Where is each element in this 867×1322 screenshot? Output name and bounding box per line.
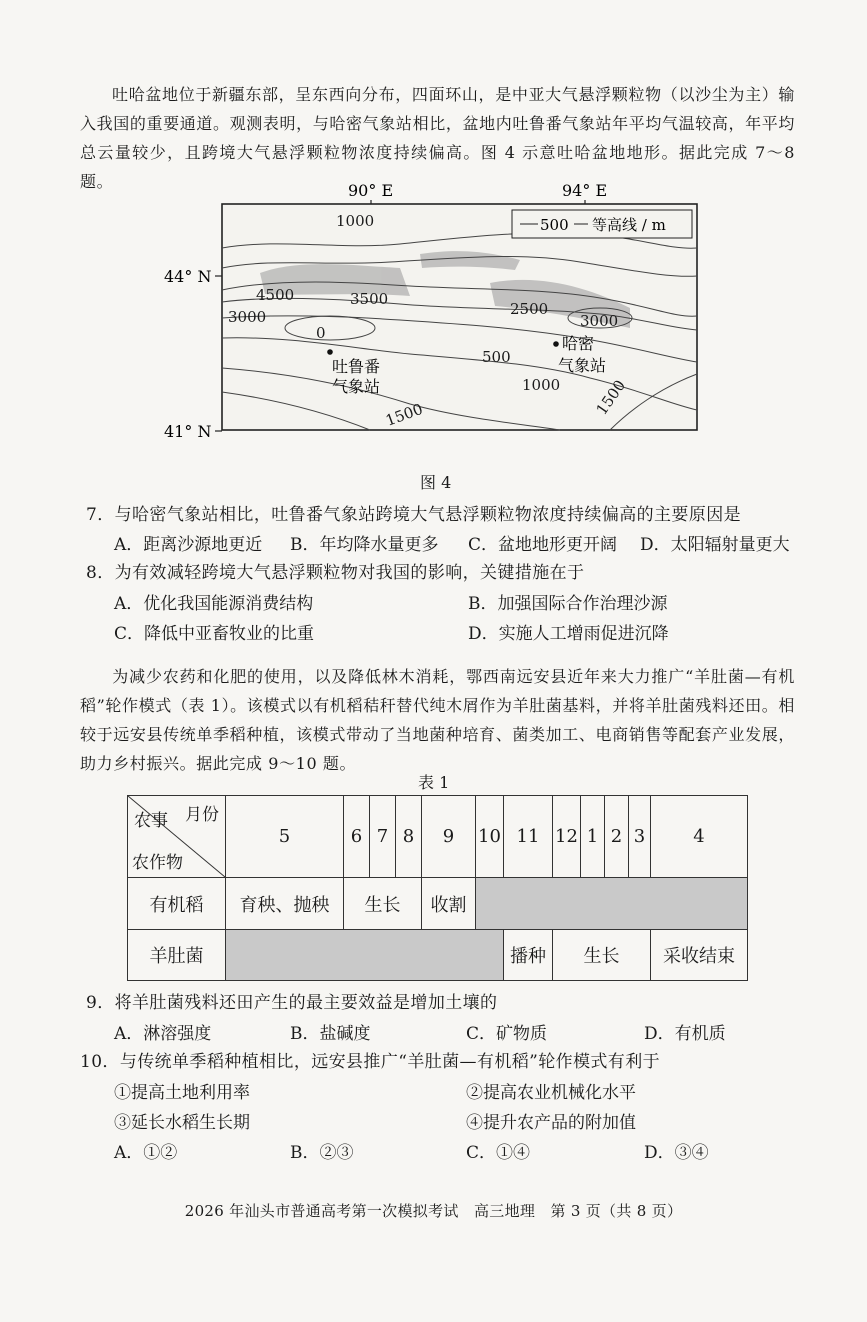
contour-label: 3500 <box>350 290 389 308</box>
table-caption: 表 1 <box>418 773 450 792</box>
contour-label: 3000 <box>228 308 267 326</box>
passage-turpan-hami: 吐哈盆地位于新疆东部，呈东西向分布，四面环山，是中亚大气悬浮颗粒物（以沙尘为主）输入我国的重要通道。观测表明，与哈密气象站相比，盆地内吐鲁番气象站年平均气温较高，年平均总云量较少，且跨境大气悬浮颗粒物浓度持续偏高。图 4 示意吐哈盆地地形。据此完成 7～8 题。 <box>80 85 795 191</box>
contour-label: 1500 <box>592 376 630 419</box>
question-10-option-b: B．②③ <box>290 1143 354 1163</box>
question-7-option-d: D．太阳辐射量更大 <box>640 535 790 555</box>
contour-label: 4500 <box>256 286 295 304</box>
legend-contour-text: 等高线 / m <box>592 216 666 234</box>
legend-contour-value: 500 <box>540 216 569 234</box>
question-10-option-a: A．①② <box>114 1143 178 1163</box>
header-task: 农事 <box>134 811 168 831</box>
month-cell: 11 <box>504 796 553 878</box>
question-10-option-c: C．①④ <box>466 1143 531 1163</box>
contour-label: 3000 <box>580 312 619 330</box>
morel-sow: 播种 <box>504 930 553 981</box>
month-cell: 2 <box>605 796 629 878</box>
rice-fallow-shaded <box>476 878 748 930</box>
month-cell: 4 <box>651 796 748 878</box>
turpan-station-label-1: 吐鲁番 <box>332 357 381 376</box>
question-8-option-c: C．降低中亚畜牧业的比重 <box>114 624 315 644</box>
hami-station-dot <box>553 341 559 347</box>
lon-label-94e: 94° E <box>562 181 608 200</box>
question-10-statement-1: ①提高土地利用率 <box>114 1083 250 1103</box>
morel-grow: 生长 <box>553 930 651 981</box>
question-10-option-d: D．③④ <box>644 1143 709 1163</box>
question-9-stem: 9．将羊肚菌残料还田产生的最主要效益是增加土壤的 <box>86 993 498 1013</box>
month-cell: 5 <box>226 796 344 878</box>
header-month: 月份 <box>185 805 219 825</box>
rice-seedling: 育秧、抛秧 <box>226 878 344 930</box>
question-10-stem: 10．与传统单季稻种植相比，远安县推广“羊肚菌—有机稻”轮作模式有利于 <box>80 1052 661 1072</box>
month-cell: 7 <box>370 796 396 878</box>
question-10-statement-4: ④提升农产品的附加值 <box>466 1113 636 1133</box>
month-cell: 9 <box>422 796 476 878</box>
turpan-hami-contour-map <box>160 178 720 448</box>
lon-label-90e: 90° E <box>348 181 394 200</box>
page-footer: 2026 年汕头市普通高考第一次模拟考试 高三地理 第 3 页（共 8 页） <box>184 1202 683 1220</box>
lat-label-44n: 44° N <box>164 267 212 286</box>
contour-label: 0 <box>316 324 326 342</box>
passage-morel-rice: 为减少农药和化肥的使用，以及降低林木消耗，鄂西南远安县近年来大力推广“羊肚菌—有机稻”轮作模式（表 1）。该模式以有机稻秸秆替代纯木屑作为羊肚菌基料，并将羊肚菌残料还田。相较于远安县传统单季稻种植，该模式带动了当地菌种培育、菌类加工、电商销售等配套产业发展，助力乡村振兴。据此完成 9～10 题。 <box>80 667 795 773</box>
rice-harvest: 收割 <box>422 878 476 930</box>
figure-caption: 图 4 <box>420 473 452 492</box>
morel-fallow-shaded <box>226 930 504 981</box>
turpan-station-dot <box>327 349 333 355</box>
contour-label: 1500 <box>383 399 426 430</box>
month-cell: 1 <box>581 796 605 878</box>
hami-station-label-1: 哈密 <box>562 334 595 353</box>
rotation-schedule-table <box>127 795 748 981</box>
month-cell: 10 <box>476 796 504 878</box>
rice-row-label: 有机稻 <box>128 878 226 930</box>
header-crop: 农作物 <box>132 853 183 873</box>
morel-end: 采收结束 <box>651 930 748 981</box>
question-10-statement-2: ②提高农业机械化水平 <box>466 1083 636 1103</box>
question-9-option-d: D．有机质 <box>644 1024 726 1044</box>
question-9-option-a: A．淋溶强度 <box>114 1024 212 1044</box>
contour-label: 1000 <box>336 212 375 230</box>
hami-station-label-2: 气象站 <box>558 356 607 375</box>
question-9-option-b: B．盐碱度 <box>290 1024 371 1044</box>
question-9-option-c: C．矿物质 <box>466 1024 548 1044</box>
morel-row-label: 羊肚菌 <box>128 930 226 981</box>
contour-label: 1000 <box>522 376 561 394</box>
question-8-option-a: A．优化我国能源消费结构 <box>114 594 314 614</box>
rice-grow: 生长 <box>344 878 422 930</box>
table-header-corner <box>128 796 226 878</box>
question-8-option-b: B．加强国际合作治理沙源 <box>468 594 668 614</box>
question-10-statement-3: ③延长水稻生长期 <box>114 1113 250 1133</box>
turpan-station-label-2: 气象站 <box>332 377 381 396</box>
question-8-stem: 8．为有效减轻跨境大气悬浮颗粒物对我国的影响，关键措施在于 <box>86 563 585 583</box>
month-cell: 3 <box>629 796 651 878</box>
month-cell: 6 <box>344 796 370 878</box>
contour-label: 2500 <box>510 300 549 318</box>
month-cell: 8 <box>396 796 422 878</box>
question-7-stem: 7．与哈密气象站相比，吐鲁番气象站跨境大气悬浮颗粒物浓度持续偏高的主要原因是 <box>86 505 742 525</box>
question-7-option-c: C．盆地地形更开阔 <box>468 535 618 555</box>
month-cell: 12 <box>553 796 581 878</box>
lat-label-41n: 41° N <box>164 422 212 441</box>
question-7-option-b: B．年均降水量更多 <box>290 535 439 555</box>
question-8-option-d: D．实施人工增雨促进沉降 <box>468 624 669 644</box>
question-7-option-a: A．距离沙源地更近 <box>114 535 263 555</box>
contour-label: 500 <box>482 348 511 366</box>
